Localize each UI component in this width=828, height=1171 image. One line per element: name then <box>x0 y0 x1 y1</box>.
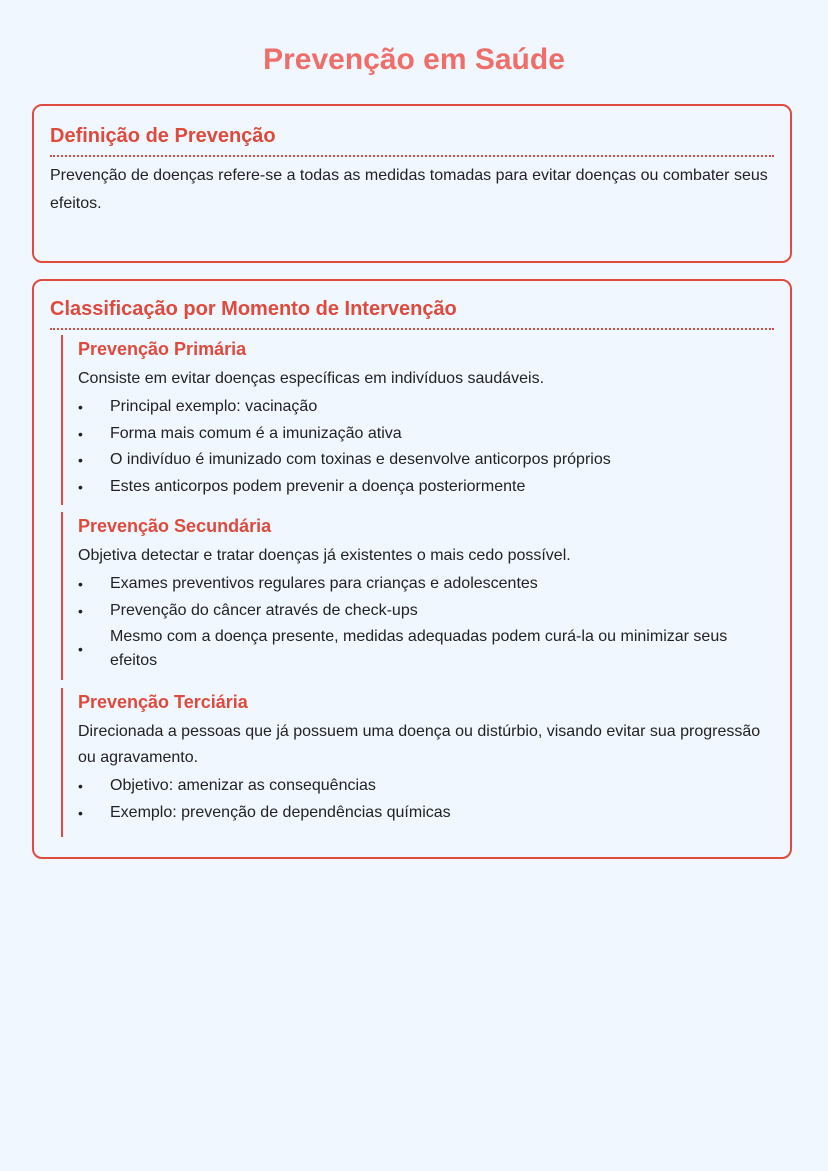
definition-text: Prevenção de doenças refere-se a todas as medidas tomadas para evitar doenças ou combater seus efeitos. <box>50 167 768 212</box>
list-item <box>78 475 761 499</box>
list-item-text: Forma mais comum é a imunização ativa <box>110 424 402 442</box>
list-item-text: Mesmo com a doença presente, medidas adequadas podem curá-la ou minimizar seus efeitos <box>110 628 728 669</box>
list-item-text: Objetivo: amenizar as consequências <box>110 777 376 794</box>
page-title: Prevenção em Saúde <box>263 43 565 76</box>
definition-heading: Definição de Prevenção <box>50 122 774 157</box>
list-item <box>78 774 761 798</box>
definition-card <box>32 104 792 263</box>
list-item-text: Estes anticorpos podem prevenir a doença posteriormente <box>110 477 526 495</box>
secondary-prevention-description: Objetiva detectar e tratar doenças já existentes o mais cedo possível. <box>78 547 571 564</box>
bullet-icon: • <box>78 602 83 619</box>
list-item <box>78 448 761 472</box>
bullet-icon: • <box>78 399 83 415</box>
tertiary-prevention-description: Direcionada a pessoas que já possuem uma doença ou distúrbio, visando evitar sua progressão ou agravamento. <box>78 723 761 766</box>
list-item <box>78 572 761 596</box>
primary-prevention-list <box>78 395 761 499</box>
list-item <box>78 801 761 825</box>
tertiary-prevention-section <box>61 688 761 837</box>
tertiary-prevention-list <box>78 774 761 825</box>
bullet-icon: • <box>78 804 83 821</box>
list-item-text: Exames preventivos regulares para crianças e adolescentes <box>110 575 538 592</box>
list-item <box>78 395 761 419</box>
bullet-icon: • <box>78 478 83 495</box>
list-item <box>78 422 761 446</box>
list-item-text: Exemplo: prevenção de dependências químicas <box>110 803 451 821</box>
primary-prevention-section <box>61 335 761 505</box>
bullet-icon: • <box>78 452 83 468</box>
classification-heading: Classificação por Momento de Intervenção <box>50 295 774 330</box>
bullet-icon: • <box>78 576 83 592</box>
list-item <box>78 625 761 673</box>
bullet-icon: • <box>78 425 83 442</box>
list-item-text: Prevenção do câncer através de check-ups <box>110 601 418 619</box>
tertiary-prevention-title: Prevenção Terciária <box>78 692 248 712</box>
secondary-prevention-list <box>78 572 761 673</box>
bullet-icon: • <box>78 641 83 657</box>
list-item-text: O indivíduo é imunizado com toxinas e desenvolve anticorpos próprios <box>110 451 611 468</box>
primary-prevention-title: Prevenção Primária <box>78 339 247 359</box>
classification-card <box>32 279 792 859</box>
list-item <box>78 599 761 623</box>
bullet-icon: • <box>78 778 83 794</box>
list-item-text: Principal exemplo: vacinação <box>110 398 318 415</box>
secondary-prevention-title: Prevenção Secundária <box>78 516 272 536</box>
secondary-prevention-section <box>61 512 761 680</box>
primary-prevention-description: Consiste em evitar doenças específicas em indivíduos saudáveis. <box>78 370 545 387</box>
